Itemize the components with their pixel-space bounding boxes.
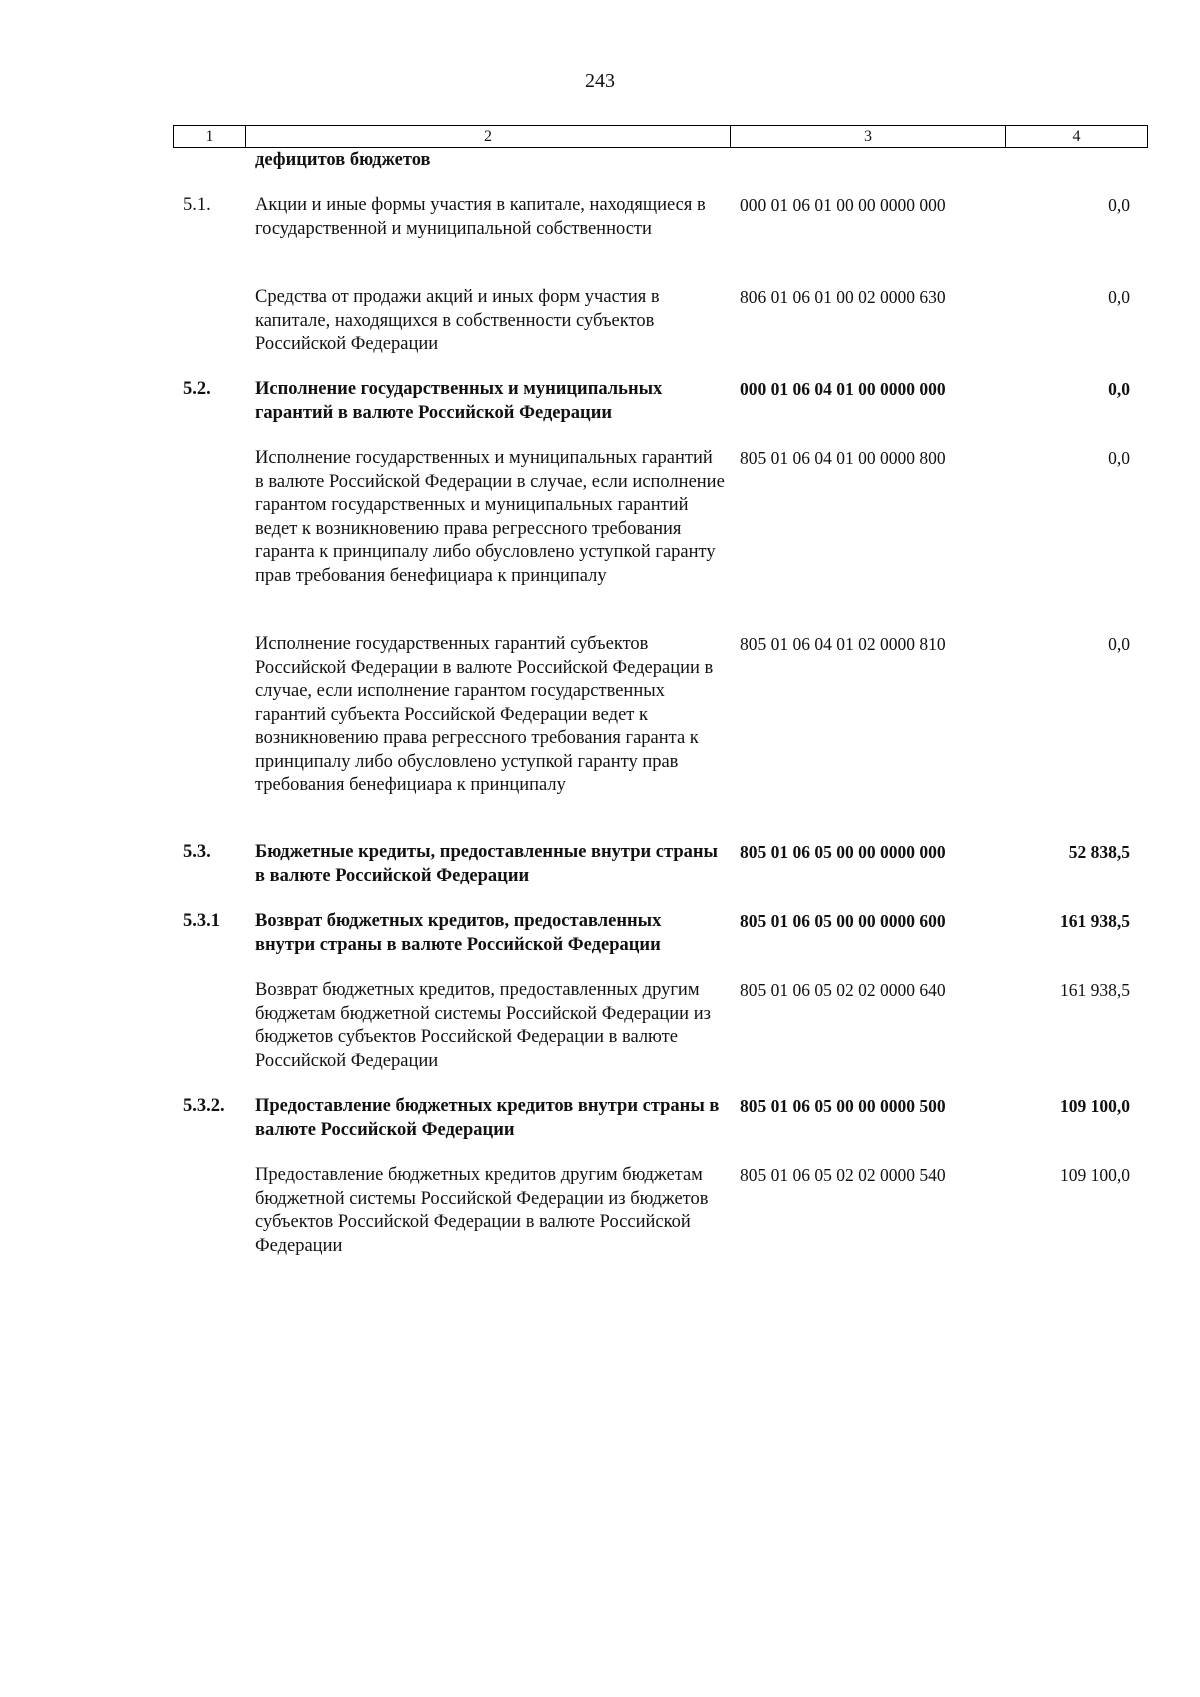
row-code: 000 01 06 04 01 00 0000 000: [740, 379, 946, 399]
row-code: 805 01 06 05 02 02 0000 540: [740, 1165, 946, 1185]
row-code: 806 01 06 01 00 02 0000 630: [740, 287, 946, 307]
row-name: Предоставление бюджетных кредитов другим бюджетам бюджетной системы Российской Федерации из бюджетов субъектов Российской Федерации в валюте Российской Федерации: [255, 1165, 709, 1256]
row-name: Акции и иные формы участия в капитале, находящиеся в государственной и муниципальной собственности: [255, 195, 706, 239]
page-number: 243: [585, 70, 615, 92]
row-value: 52 838,5: [1068, 842, 1130, 862]
row-code: 000 01 06 01 00 00 0000 000: [740, 195, 946, 215]
column-header-1: 1: [174, 126, 246, 148]
column-header-3: 3: [731, 126, 1006, 148]
row-value: 0,0: [1108, 195, 1130, 215]
row-name: Исполнение государственных и муниципальных гарантий в валюте Российской Федерации в случае, если исполнение гарантом государственных и муниципальных гарантий ведет к возникновению права регрессного требования гаранта к принципалу либо обусловлено уступкой гаранту прав требования бенефициара к принципалу: [255, 448, 725, 586]
row-value: 0,0: [1108, 379, 1130, 399]
row-value: 161 938,5: [1060, 980, 1130, 1000]
row-number: 5.2.: [183, 379, 211, 399]
column-header-table: [173, 125, 1148, 148]
row-value: 161 938,5: [1060, 911, 1130, 931]
row-value: 0,0: [1108, 287, 1130, 307]
row-name: Предоставление бюджетных кредитов внутри страны в валюте Российской Федерации: [255, 1096, 720, 1140]
row-number: 5.1.: [183, 195, 211, 215]
row-code: 805 01 06 05 00 00 0000 600: [740, 911, 946, 931]
row-name: Исполнение государственных гарантий субъектов Российской Федерации в валюте Российской Федерации в случае, если исполнение гарантом государственных гарантий субъекта Российской Федерации ведет к возникновению права регрессного требования гаранта к принципалу либо обусловлено уступкой гаранту прав требования бенефициара к принципалу: [255, 634, 714, 795]
column-header-row: [174, 126, 1148, 148]
row-number: 5.3.2.: [183, 1096, 225, 1116]
row-number: 5.3.1: [183, 911, 220, 931]
row-name: Возврат бюджетных кредитов, предоставленных внутри страны в валюте Российской Федерации: [255, 911, 662, 955]
row-name: Средства от продажи акций и иных форм участия в капитале, находящихся в собственности субъектов Российской Федерации: [255, 287, 660, 354]
row-value: 0,0: [1108, 448, 1130, 468]
row-name: Возврат бюджетных кредитов, предоставленных другим бюджетам бюджетной системы Российской Федерации из бюджетов субъектов Российской Федерации в валюте Российской Федерации: [255, 980, 711, 1071]
column-header-2: 2: [246, 126, 731, 148]
row-code: 805 01 06 05 00 00 0000 000: [740, 842, 946, 862]
row-value: 0,0: [1108, 634, 1130, 654]
row-name: Бюджетные кредиты, предоставленные внутри страны в валюте Российской Федерации: [255, 842, 718, 886]
row-code: 805 01 06 04 01 02 0000 810: [740, 634, 946, 654]
row-value: 109 100,0: [1060, 1165, 1130, 1185]
column-header-4: 4: [1006, 126, 1148, 148]
row-code: 805 01 06 04 01 00 0000 800: [740, 448, 946, 468]
row-number: 5.3.: [183, 842, 211, 862]
row-name: Исполнение государственных и муниципальных гарантий в валюте Российской Федерации: [255, 379, 663, 423]
row-code: 805 01 06 05 00 00 0000 500: [740, 1096, 946, 1116]
row-code: 805 01 06 05 02 02 0000 640: [740, 980, 946, 1000]
continuation-text: дефицитов бюджетов: [255, 150, 431, 170]
row-value: 109 100,0: [1060, 1096, 1130, 1116]
